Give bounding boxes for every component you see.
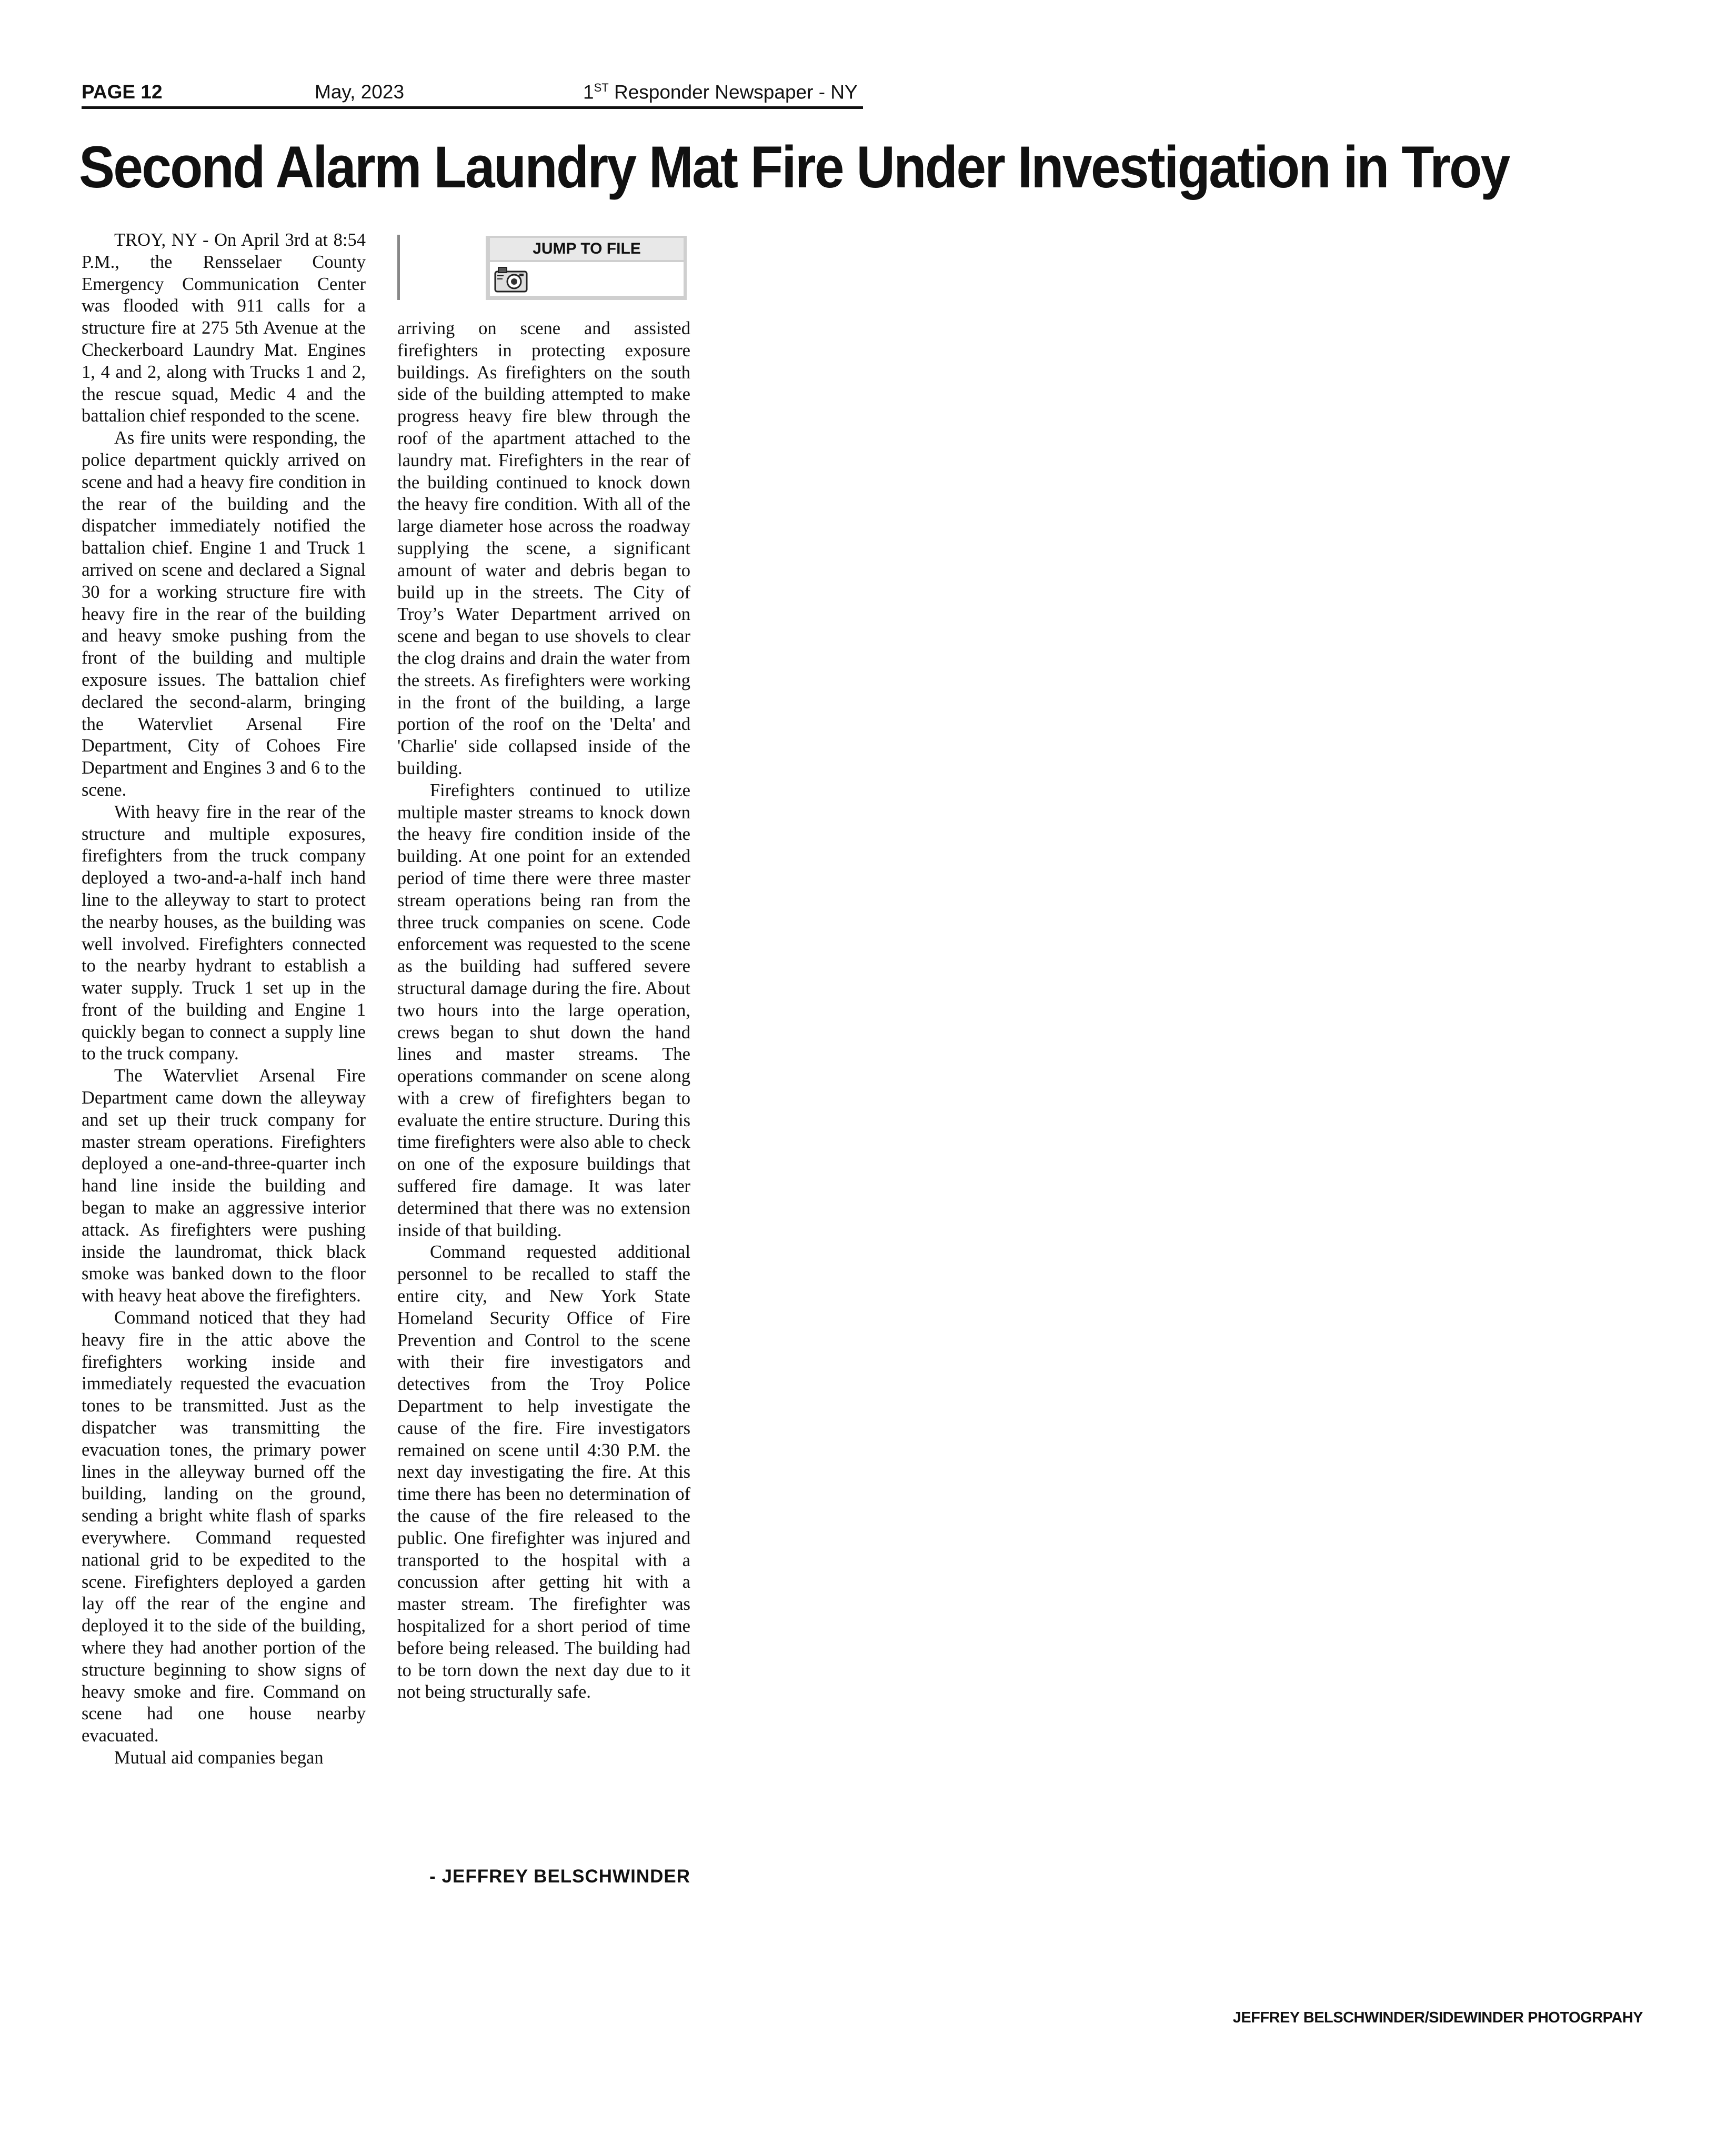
- camera-icon: [493, 263, 530, 294]
- article-column-2: [397, 318, 690, 1704]
- paragraph: Command requested additional personnel to be recalled to staff the entire city, and New York State Homeland Security Office of Fire Prevention and Control to the scene with their fire investigators and detectives from the Troy Police Department to help investigate the cause of the fire. Fire investigators remained on scene until 4:30 P.M. the next day investigating the fire. At this time there has been no determination of the cause of the fire released to the public. One firefighter was injured and transported to the hospital with a concussion after getting hit with a master stream. The firefighter was hospitalized for a short period of time before being released. The building had to be torn down the next day due to it not being structurally safe.: [397, 1242, 690, 1702]
- paragraph: Firefighters continued to utilize multiple master streams to knock down the heavy fire condition inside of the building. At one point for an extended period of time there were three master stream operations being ran from the three truck companies on scene. Code enforcement was requested to the scene as the building had suffered severe structural damage during the fire. About two hours into the large operation, crews began to shut down the hand lines and master streams. The operations commander on scene along with a crew of firefighters began to evaluate the entire structure. During this time firefighters were also able to check on one of the exposure buildings that suffered fire damage. It was later determined that there was no extension inside of that building.: [397, 780, 690, 1240]
- jump-label-text: JUMP TO FILE: [533, 240, 641, 257]
- article-column-1: [82, 229, 366, 1769]
- jump-icon-area: [490, 262, 684, 296]
- publication-rest: Responder Newspaper - NY: [608, 81, 858, 103]
- paragraph: arriving on scene and assisted firefighters in protecting exposure buildings. As firefighters on the south side of the building attempted to make progress heavy fire blew through the roof of the apartment attached to the laundry mat. Firefighters in the rear of the building continued to knock down the heavy fire condition. With all of the large diameter hose across the roadway supplying the scene, a significant amount of water and debris began to build up in the streets. The City of Troy’s Water Department arrived on scene and began to use shovels to clear the clog drains and drain the water from the streets. As firefighters were working in the front of the building, a large portion of the roof on the 'Delta' and 'Charlie' side collapsed inside of the building.: [397, 318, 690, 778]
- paragraph: As fire units were responding, the police department quickly arrived on scene and had a heavy fire condition in the rear of the building and the dispatcher immediately notified the battalion chief. Engine 1 and Truck 1 arrived on scene and declared a Signal 30 for a working structure fire with heavy fire in the rear of the building and heavy smoke pushing from the front of the building and multiple exposure issues. The battalion chief declared the second-alarm, bringing the Watervliet Arsenal Fire Department, City of Cohoes Fire Department and Engines 3 and 6 to the scene.: [82, 428, 366, 800]
- publication-prefix: 1: [583, 81, 594, 103]
- jump-to-file-box[interactable]: [397, 235, 693, 300]
- paragraph: Mutual aid companies began: [114, 1747, 324, 1768]
- publication-superscript: ST: [594, 81, 609, 94]
- byline: - JEFFREY BELSCHWINDER: [429, 1866, 690, 1887]
- paragraph: The Watervliet Arsenal Fire Department came down the alleyway and set up their truck company for master stream operations. Firefighters deployed a one-and-three-quarter inch hand line inside the building and began to make an aggressive interior attack. As firefighters were pushing inside the laundromat, thick black smoke was banked down to the floor with heavy heat above the firefighters.: [82, 1066, 366, 1306]
- page-number: PAGE 12: [82, 81, 163, 103]
- photo-credit: JEFFREY BELSCHWINDER/SIDEWINDER PHOTOGRPAHY: [1232, 2009, 1643, 2026]
- jump-to-file-label[interactable]: [490, 238, 684, 260]
- publication-name: [583, 81, 858, 103]
- headline: Second Alarm Laundry Mat Fire Under Investigation in Troy: [79, 134, 1509, 200]
- paragraph: TROY, NY - On April 3rd at 8:54 P.M., the Rensselaer County Emergency Communication Center was flooded with 911 calls for a structure fire at 275 5th Avenue at the Checkerboard Laundry Mat. Engines 1, 4 and 2, along with Trucks 1 and 2, the rescue squad, Medic 4 and the battalion chief responded to the scene.: [82, 230, 366, 426]
- page-header: [82, 79, 863, 109]
- paragraph: With heavy fire in the rear of the structure and multiple exposures, firefighters from the truck company deployed a two-and-a-half inch hand line to the alleyway to start to protect the nearby houses, as the building was well involved. Firefighters connected to the nearby hydrant to establish a water supply. Truck 1 set up in the front of the building and Engine 1 quickly began to connect a supply line to the truck company.: [82, 802, 366, 1064]
- paragraph: Command noticed that they had heavy fire in the attic above the firefighters working inside and immediately requested the evacuation tones to be transmitted. Just as the dispatcher was transmitting the evacuation tones, the primary power lines in the alleyway burned off the building, landing on the ground, sending a bright white flash of sparks everywhere. Command requested national grid to be expedited to the scene. Firefighters deployed a garden lay off the rear of the engine and deployed it to the side of the building, where they had another portion of the structure beginning to show signs of heavy smoke and fire. Command on scene had one house nearby evacuated.: [82, 1308, 366, 1746]
- issue-date: May, 2023: [315, 81, 405, 103]
- jump-to-file-panel[interactable]: [486, 236, 687, 300]
